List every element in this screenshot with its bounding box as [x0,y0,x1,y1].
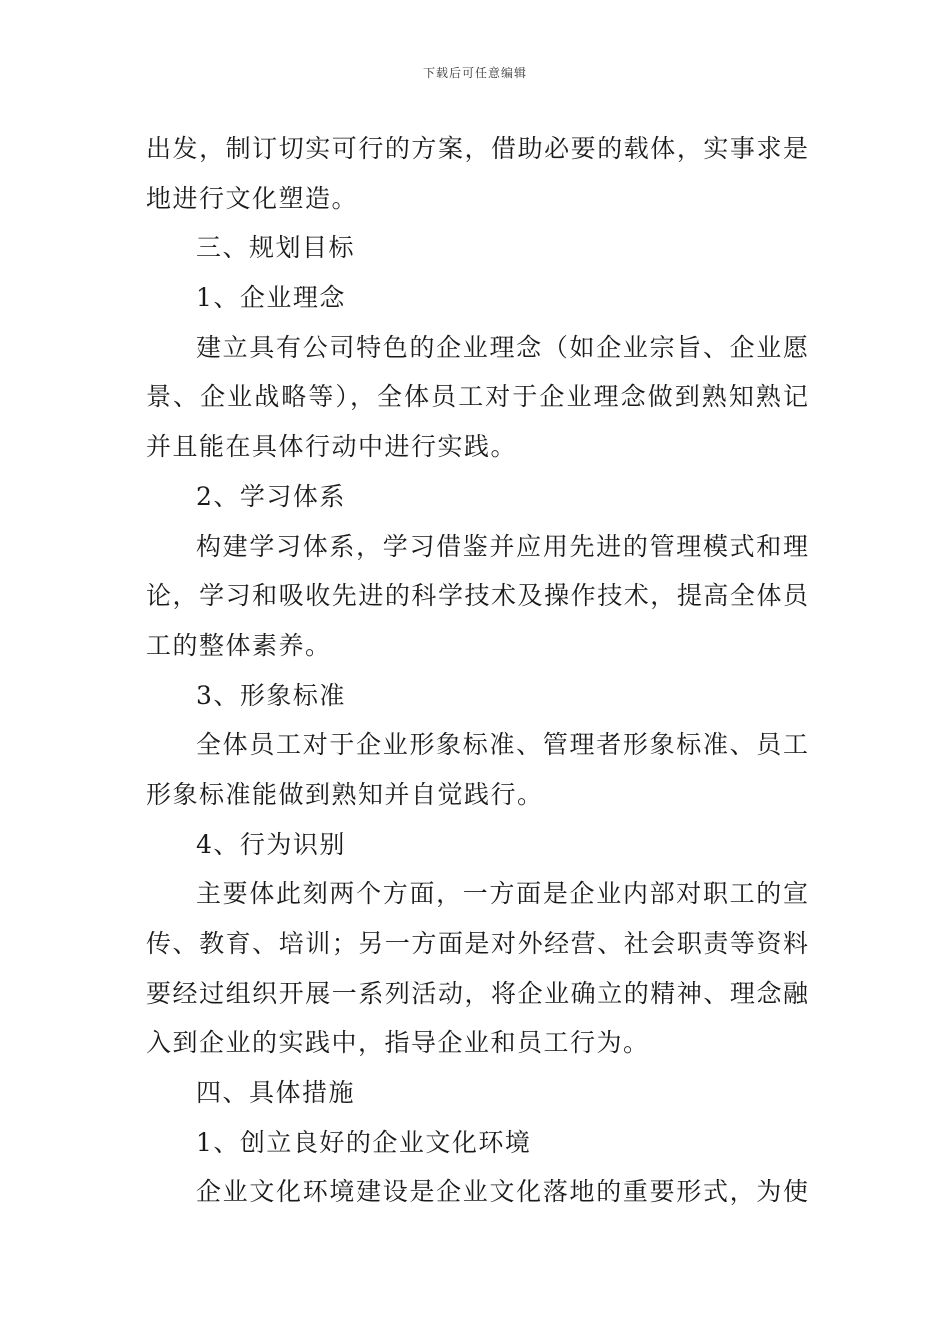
paragraph-line: 构建学习体系，学习借鉴并应用先进的管理模式和理 [196,531,808,561]
paragraph-line: 景、企业战略等），全体员工对于企业理念做到熟知熟记 [146,382,808,412]
paragraph-line: 地进行文化塑造。 [146,183,359,213]
paragraph-line: 入到企业的实践中，指导企业和员工行为。 [146,1028,650,1058]
subsection-heading: 1、创立良好的企业文化环境 [196,1127,532,1157]
paragraph-line: 建立具有公司特色的企业理念（如企业宗旨、企业愿 [196,332,808,362]
page-header: 下载后可任意编辑 [422,66,527,80]
paragraph-line: 全体员工对于企业形象标准、管理者形象标准、员工 [196,730,808,760]
subsection-heading: 3、形象标准 [196,680,346,710]
paragraph-line: 传、教育、培训；另一方面是对外经营、社会职责等资料 [146,929,808,958]
paragraph-line: 论，学习和吸收先进的科学技术及操作技术，提高全体员 [146,581,808,611]
paragraph-line: 工的整体素养。 [146,630,332,660]
paragraph-line: 并且能在具体行动中进行实践。 [146,432,518,462]
document-body [146,124,808,1217]
paragraph-line: 形象标准能做到熟知并自觉践行。 [146,779,544,809]
section-heading: 三、规划目标 [196,233,356,263]
paragraph-line: 主要体此刻两个方面，一方面是企业内部对职工的宣 [196,879,808,909]
section-heading: 四、具体措施 [196,1078,356,1108]
subsection-heading: 1、企业理念 [196,283,346,313]
paragraph-line: 企业文化环境建设是企业文化落地的重要形式，为使 [196,1177,808,1207]
paragraph-line: 出发，制订切实可行的方案，借助必要的载体，实事求是 [146,134,808,163]
paragraph-line: 要经过组织开展一系列活动，将企业确立的精神、理念融 [146,978,808,1008]
subsection-heading: 4、行为识别 [196,829,346,859]
subsection-heading: 2、学习体系 [196,481,346,511]
